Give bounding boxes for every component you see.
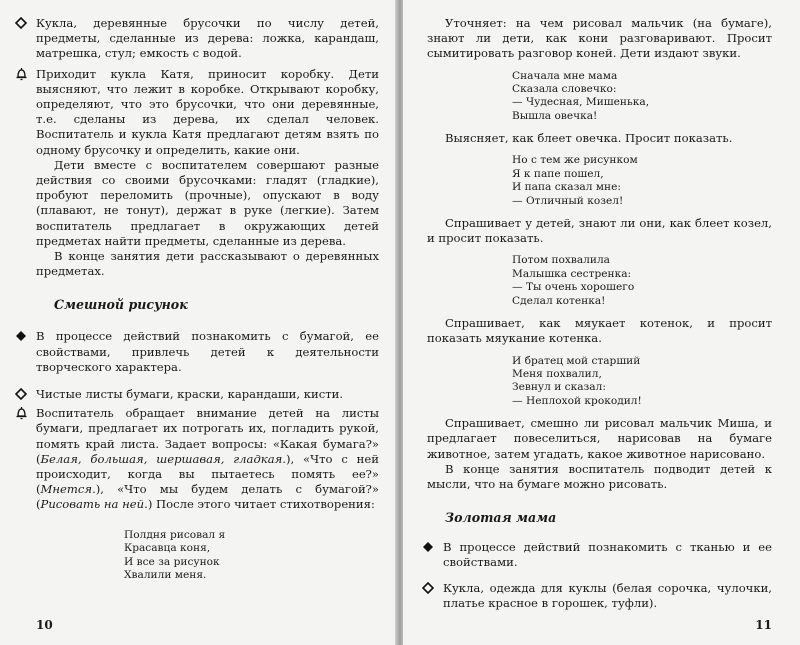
right-para-goat: Спрашивает у детей, знают ли они, как блеет козел, и просит показать. [427, 216, 772, 246]
right-para-sheep: Выясняет, как блеет овечка. Просит показать. [445, 131, 733, 146]
section-heading: Золотая мама [445, 510, 557, 526]
materials-block [443, 581, 772, 611]
poem-stanza: И братец мой старший Меня похвалил, Зевнул и сказал: — Неплохой крокодил! [512, 354, 642, 407]
right-para-kitten: Спрашивает, как мяукает котенок, и просит показать мяукание котенка. [427, 316, 772, 346]
goal-block [36, 329, 379, 375]
materials-block-2 [36, 387, 379, 402]
activity-block [36, 67, 379, 280]
right-para-funny: Спрашивает, смешно ли рисовал мальчик Миша, и предлагает повеселиться, нарисовав на бумаге животное, затем угадать, какое животное нарисовано. [427, 416, 772, 461]
materials-block [36, 16, 379, 62]
right-para-conclusion: В конце занятия воспитатель подводит детей к мысли, что на бумаге можно рисовать. [427, 461, 772, 491]
page-number-right: 11 [755, 618, 772, 632]
poem-stanza: Сначала мне мама Сказала словечко: — Чудесная, Мишенька, Вышла овечка! [512, 69, 650, 122]
left-para-actions: Дети вместе с воспитателем совершают разные действия со своими брусочками: гладят (гладкие), пробуют переломить (прочные), опускают в воду (плавают, не тонут), держат в руке (легкие). Затем воспитатель предлагает в окружающих детей предметах найти предметы, сделанные из дерева. [36, 157, 379, 248]
left-para-conclusion: В конце занятия дети рассказывают о деревянных предметах. [36, 249, 379, 279]
left-para-materials-2: Чистые листы бумаги, краски, карандаши, кисти. [36, 387, 344, 402]
diamond-outline-icon [14, 16, 28, 30]
right-para-materials: Кукла, одежда для куклы (белая сорочка, чулочки, платье красное в горошек, туфли). [443, 580, 772, 610]
diamond-filled-icon [14, 329, 28, 343]
left-para-goal: В процессе действий познакомить с бумагой, ее свойствами, привлечь детей к деятельности творческого характера. [36, 329, 379, 374]
left-para-materials: Кукла, деревянные брусочки по числу детей, предметы, сделанные из дерева: ложка, карандаш, матрешка, стул; емкость с водой. [36, 16, 379, 61]
left-para-intro: Приходит кукла Катя, приносит коробку. Дети выясняют, что лежит в коробке. Открывают коробку, определяют, что это брусочки, что они деревянные, т.е. сделаны из дерева, их сделал человек. Воспитатель и кукла Катя предлагают детям взять по одному брусочку и определить, какие они. [36, 66, 379, 157]
right-page [403, 0, 800, 645]
section-heading: Смешной рисунок [54, 297, 188, 313]
bell-icon [14, 67, 28, 81]
bell-icon [14, 406, 28, 420]
poem-stanza: Потом похвалила Малышка сестренка: — Ты очень хорошего Сделал котенка! [512, 254, 635, 307]
poem-stanza: Полдня рисовал я Красавца коня, И все за рисунок Хвалили меня. [124, 528, 226, 581]
poem-stanza: Но с тем же рисунком Я к папе пошел, И папа сказал мне: — Отличный козел! [512, 154, 638, 207]
left-page [0, 0, 397, 645]
diamond-outline-icon [421, 581, 435, 595]
right-para-goal: В процессе действий познакомить с тканью и ее свойствами. [443, 540, 772, 570]
goal-block [443, 540, 772, 570]
diamond-outline-icon [14, 387, 28, 401]
activity-block-2 [36, 406, 379, 512]
page-number-left: 10 [36, 618, 53, 632]
right-para-clarify: Уточняет: на чем рисовал мальчик (на бумаге), знают ли дети, как кони разговаривают. Просит сымитировать разговор коней. Дети издают звуки. [427, 16, 772, 61]
left-para-questions: Воспитатель обращает внимание детей на листы бумаги, предлагает их потрогать их, погладить рукой, помять край листа. Задает вопросы: «Какая бумага?» (Белая, большая, шершавая, гладкая.), «Что с ней происходит, когда вы пытаетесь помять ее?» (Мнется.), «Что мы будем делать с бумагой?» (Рисовать на ней.) После этого читает стихотворения: [36, 406, 379, 512]
diamond-filled-icon [421, 540, 435, 554]
